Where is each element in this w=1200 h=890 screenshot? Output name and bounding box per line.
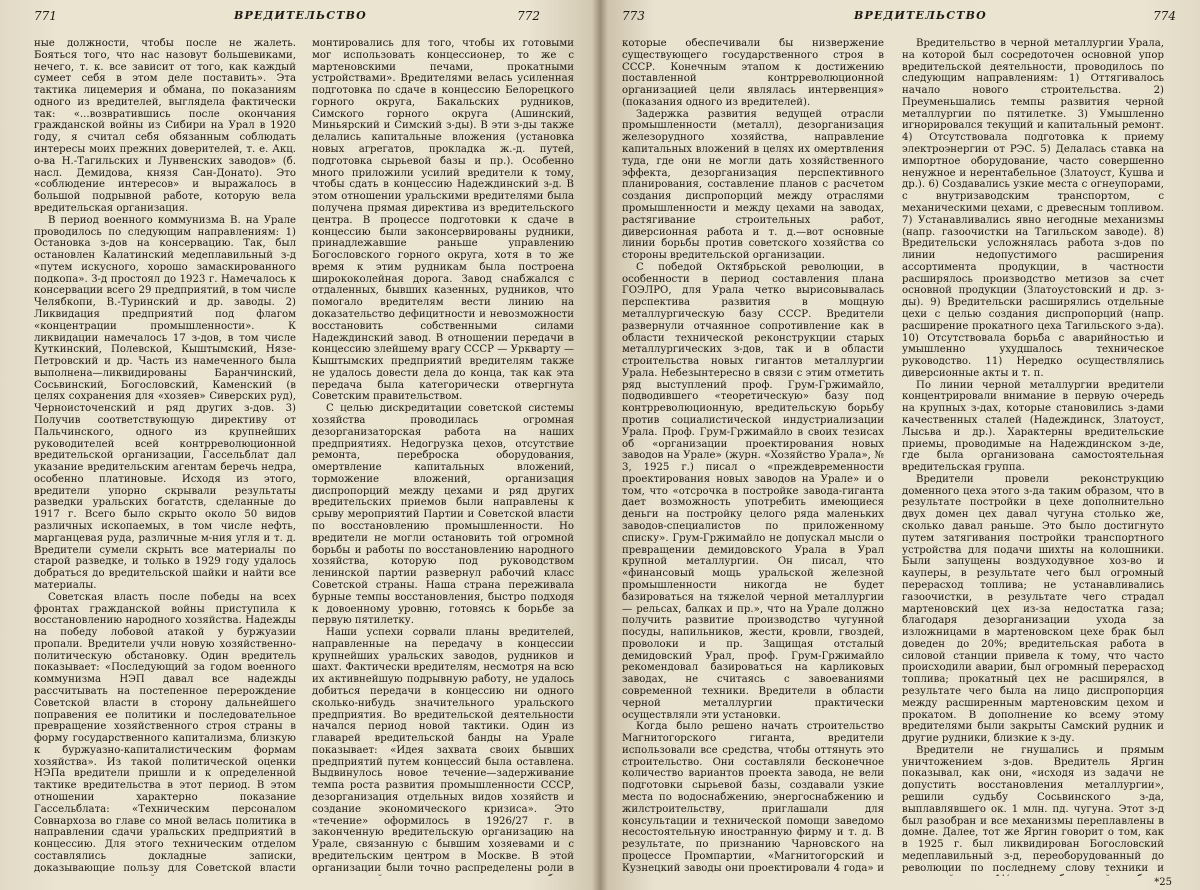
paragraph: По линии черной металлургии вредители концентрировали внимание в первую очередь на крупных з-дах, которые становились з-дами качественных сталей (Надеждинск, Златоуст, Лысьва и др.). Характерны вредительские приемы, проводимые на Надеждинском з-де, где была организована самостоятельная вредительская группа. — [902, 379, 1164, 474]
right-page-header — [622, 9, 1176, 31]
page-number-773: 773 — [622, 9, 645, 23]
page-number-772: 772 — [517, 9, 540, 23]
paragraph: В период военного коммунизма В. на Урале проводилось по следующим направлениям: 1) Остановка з-дов на консервацию. Так, был остановлен Калатинский медеплавильный з-д «путем искусного, хорошо замаскированного подкопа». З-д простоял до 1923 г. Намечалось к консервации всего 29 предприятий, в том числе Челябкопи, В.-Туринский и др. заводы. 2) Ликвидация предприятий под флагом «концентрации промышленности». К ликвидации намечалось 17 з-дов, в том числе Куткинский, Полевской, Кыштымский, Нязе-Петровский и др. Часть из намеченного была выполнена—ликвидированы Баранчинский, Сосьвинский, Богословский, Каменский (в целях сохранения для «хозяев» Сиверских руд), Черноисточенский и ряд других з-дов. 3) Получив соответствующую директиву от Пальчинского, одного из крупнейших руководителей всей контрреволюционной вредительской организации, Гассельблат дал указание вредительским агентам беречь недра, особенно платиновые. Исходя из этого, вредители упорно скрывали результаты разведки уральских богатств, сделанные до 1917 г. Всего было скрыто около 50 видов различных ископаемых, в том числе нефть, марганцевая руда, различные м-ния угля и т. д. Вредители сумели скрыть все материалы по старой разведке, и только в 1929 году удалось добраться до вредительской шайки и найти все материалы. — [34, 214, 296, 591]
right-page — [600, 0, 1200, 890]
running-head: ВРЕДИТЕЛЬСТВО — [234, 9, 367, 22]
running-head: ВРЕДИТЕЛЬСТВО — [854, 9, 987, 22]
right-page-column-2 — [902, 38, 1164, 876]
paragraph: которые обеспечивали бы низвержение существующего государственного строя в СССР. Конечным этапом к достижению поставленной контрреволюционной организацией цели являлась интервенция» (показания одного из вредителей). — [622, 38, 884, 108]
page-number-774: 774 — [1153, 9, 1176, 23]
paragraph: С целью дискредитации советской системы хозяйства проводилась огромная дезорганизаторская работа на наших предприятиях. Недогрузка цехов, отсутствие ремонта, переброска оборудования, омертвление капитальных вложений, торможение вложений, организация диспропорций между цехами и ряд других вредительских приемов были направлены к срыву мероприятий Партии и Советской власти по восстановлению промышленности. Но вредители не могли остановить той огромной борьбы и работы по восстановлению народного хозяйства, которую под руководством ленинской партии развернул рабочий класс Советской страны. Наша страна переживала бурные темпы восстановления, быстро подходя к довоенному уровню, готовясь к борьбе за первую пятилетку. — [312, 403, 574, 627]
paragraph: С победой Октябрьской революции, в особенности в период составления плана ГОЭЛРО, для Урала четко вырисовывалась перспектива развития в мощную металлургическую базу СССР. Вредители развернули отчаянное сопротивление как в области технической реконструкции старых металлургических з-дов, так и в области строительства новых гигантов металлургии Урала. Небезынтересно в связи с этим отметить ряд выступлений проф. Грум-Гржимайло, подводившего «теоретическую» базу под контрреволюционную, вредительскую борьбу против социалистической индустриализации Урала. Проф. Грум-Гржимайло в своих тезисах об «организации проектирования новых заводов на Урале» (журн. «Хозяйство Урала», № 3, 1925 г.) писал о «преждевременности проектирования новых заводов на Урале» и о том, что «отсрочка в постройке завода-гиганта дает возможность употребить имеющиеся деньги на постройку целого ряда маленьких заводов-специалистов по приложенному списку». Грум-Гржимайло не допускал мысли о превращении демидовского Урала в Урал крупной металлургии. Он писал, что «финансовый мощь уральской железной промышленности никогда не будет базироваться на тяжелой черной металлургии — рельсах, балках и пр.», что на Урале должно получить развитие производство чугунной посуды, напильников, жести, кровли, гвоздей, проволоки и пр. Защищая отсталый демидовский Урал, проф. Грум-Гржимайло рекомендовал базироваться на карликовых заводах, не считаясь с завоеваниями современной техники. Вредители в области черной металлургии практически осуществляли эти установки. — [622, 261, 884, 721]
left-page-column-1 — [34, 38, 296, 876]
signature-mark: *25 — [1154, 877, 1172, 888]
paragraph: Наши успехи сорвали планы вредителей, направленные на передачу в концессии крупнейших уральских заводов, рудников и шахт. Фактически вредителям, несмотря на всю их активнейшую подрывную работу, не удалось добиться передачи в концессию ни одного сколько-нибудь значительного уральского предприятия. Во вредительской деятельности начался период новой тактики. Один из главарей вредительской банды на Урале показывает: «Идея захвата своих бывших предприятий путем концессий была оставлена. Выдвинулось новое течение—задерживание темпа роста развития промышленности СССР, дезорганизация отдельных видов хозяйств и создание экономического кризиса». Это «течение» оформилось в 1926/27 г. в законченную вредительскую организацию на Урале, связанную с бывшим хозяевами и с вредительским центром в Москве. В этой организации были точно распределены роли в — [312, 627, 574, 874]
right-page-column-1 — [622, 38, 884, 876]
page-number-771: 771 — [34, 9, 57, 23]
paragraph: Задержка развития ведущей отрасли промышленности (металл), дезорганизация железорудного хозяйства, направление капитальных вложений в целях их омертвления туда, где они не могли дать хозяйственного эффекта, дезорганизация перспективного планирования, составление планов с расчетом создания диспропорций между отраслями промышленности и между цехами на заводах, растягивание строительных работ, диверсионная работа и т. д.—вот основные линии борьбы против советского хозяйства со стороны вредительской организации. — [622, 108, 884, 262]
left-page-header — [34, 9, 576, 31]
paragraph: Советская власть после победы на всех фронтах гражданской войны приступила к восстановлению народного хозяйства. Надежды на победу лобовой атакой у буржуазии пропали. Вредители учли новую хозяйственно-политическую обстановку. Один вредитель показывает: «Последующий за годом военного коммунизма НЭП давал все надежды рассчитывать на постепенное перерождение Советской власти в сторону дальнейшего поправения ее политики и последовательное превращение хозяйственного строя страны в форму государственного капитализма, близкую к буржуазно-капиталистическим формам хозяйства». Из такой политической оценки НЭПа вредители пришли и к определенной тактике вредительства в этот период. В этом отношении характерно показание Гассельблата: «Техническим персоналом Совнархоза во главе со мной велась политика в направлении сдачи уральских предприятий в концессию. Для этого техническим отделом составлялись докладные записки, доказывающие пользу для Советской власти — [34, 591, 296, 874]
paragraph: Вредительство в черной металлургии Урала, на которой был сосредоточен основной упор вредительской деятельности, проводилось по следующим направлениям: 1) Оттягивалось начало нового строительства. 2) Преуменьшались темпы развития черной металлургии по пятилетке. 3) Умышленно игнорировался текущий и капитальный ремонт. 4) Отсутствовала подготовка к приему электроэнергии от РЭС. 5) Делалась ставка на импортное оборудование, часто совершенно ненужное и нерентабельное (Златоуст, Кушва и др.). 6) Создавались узкие места с огнеупорами, с внутризаводским транспортом, с механическими цехами, с древесным топливом. 7) Устанавливались явно негодные механизмы (напр. газоочистки на Тагильском заводе). 8) Вредительски усложнялась работа з-дов по линии недопустимого расширения ассортимента продукции, в частности расширялось производство метизов за счет основной продукции (Златоустовский и др. з-ды). 9) Вредительски расширялись отдельные цехи с целью создания диспропорций (напр. расширение прокатного цеха Тагильского з-да). 10) Отсутствовала борьба с аварийностью и умышленно ухудшалось техническое руководство. 11) Нередко осуществлялись диверсионные акты и т. п. — [902, 38, 1164, 379]
paragraph: Когда было решено начать строительство Магнитогорского гиганта, вредители использовали все средства, чтобы оттянуть это строительство. Они составляли бесконечное количество вариантов проекта завода, не вели подготовки сырьевой базы, создавали узкие места по водоснабжению, энергоснабжению и жилстроительству, приглашали для консультации и технической помощи заведомо несостоятельную иностранную фирму и т. д. В результате, по признанию Чарновского на процессе Промпартии, «Магнитогорский и Кузнецкий заводы они проектировали 4 года» и — [622, 721, 884, 874]
paragraph: ные должности, чтобы после не жалеть. Бояться того, что нас назовут большевиками, нечего, т. к. все зависит от того, как каждый сумеет себя в этом деле поставить». Эта тактика лицемерия и обмана, по показаниям одного из вредителей, выглядела фактически так: «...возвратившись после окончания гражданской войны из Сибири на Урал в 1920 году, я считал себя обязанным соблюдать интересы моих прежних доверителей, т. е. Акц. о-ва Н.-Тагильских и Лунвенских заводов» (б. насл. Демидова, князя Сан-Донато). Это «соблюдение интересов» и выражалось в большой подрывной работе, которую вела вредительская организация. — [34, 38, 296, 214]
left-page-column-2 — [312, 38, 574, 876]
paragraph: Вредители провели реконструкцию доменного цеха этого з-да таким образом, что в результате постройки в цехе дополнительно двух домен цех давал чугуна столько же, сколько давал раньше. Это было достигнуто путем затягивания постройки транспортного устройства для подачи шихты на колошники. Были запущены воздуходувное хоз-во и кауперы, в результате чего был огромный перерасход топлива; не устанавливались газоочистки, в результате чего страдал мартеновский цех из-за недостатка газа; благодаря дезорганизации ухода за изложницами в мартеновском цехе брак был доведен до 20%; вредительская работа в силовой станции привела к тому, что часто происходили аварии, был огромный перерасход топлива; прокатный цех не расширялся, в результате чего была на лицо диспропорция между расширенным мартеновским цехом и прокатом. В дополнение ко всему этому вредителями были закрыты Самский рудник и другие рудники, близкие к з-ду. — [902, 473, 1164, 745]
paragraph: Вредители не гнушались и прямым уничтожением з-дов. Вредитель Яргин показывал, как они, «исходя из задачи не допустить восстановления металлургии», решили судьбу Сосьвинского з-да, выплавлявшего ок. 1 млн. пд. чугуна. Этот з-д был разобран и все механизмы переплавлены в домне. Далее, тот же Яргин говорит о том, как в 1925 г. был ликвидирован Богословский медеплавильный з-д, переоборудованный до революции по последнему слову техники и — [902, 744, 1164, 874]
paragraph: монтировались для того, чтобы их готовыми мог использовать концессионер, то же с мартеновскими печами, прокатными устройствами». Вредителями велась усиленная подготовка по сдаче в концессию Белорецкого горного округа, Бакальских рудников, Симского горного округа (Ашинский, Миньярский и Симский з-ды). В эти з-ды также делались капитальные вложения (установка новых агрегатов, прокладка ж.-д. путей, подготовка сырьевой базы и пр.). Особенно много приложили усилий вредители к тому, чтобы сдать в концессию Надеждинский з-д. В этом отношении уральскими вредителями была получена прямая директива из вредительского центра. В процессе подготовки к сдаче в концессию были законсервированы рудники, принадлежавшие раньше управлению Богословского горного округа, хотя в то же время к этим рудникам была построена ширококолейная дорога. Завод снабжался с отдаленных, бывших казенных, рудников, что помогало вредителям вести линию на доказательство дефицитности и невозможности восстановить собственными силами Надеждинский завод. В отношении передачи в концессию злейшему врагу СССР — Уркварту — Кыштымских предприятий вредителям также не удалось довести дела до конца, так как эта передача была категорически отвергнута Советским правительством. — [312, 38, 574, 403]
